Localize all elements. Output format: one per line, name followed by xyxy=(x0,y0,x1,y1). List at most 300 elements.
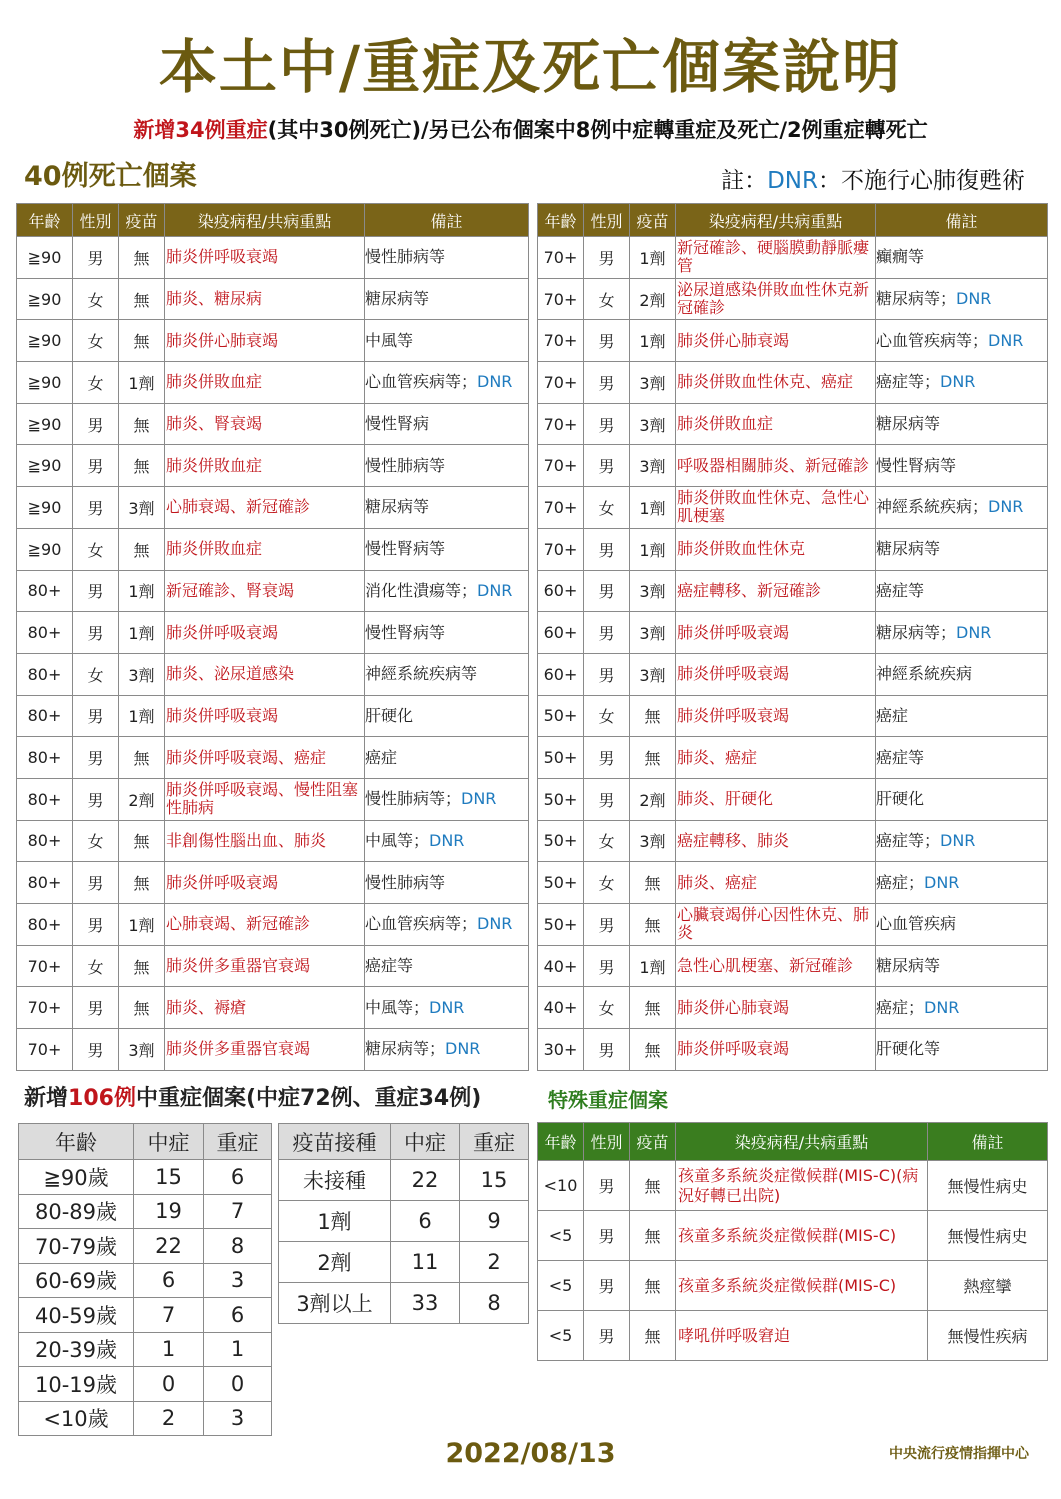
sex-cell: 男 xyxy=(584,1029,630,1071)
sex-cell: 男 xyxy=(584,445,630,487)
age-cell: 80+ xyxy=(17,904,73,946)
vaccine-cell: 1劑 xyxy=(630,528,676,570)
age-cell: 80+ xyxy=(17,820,73,862)
remark-text: 心血管疾病 xyxy=(876,914,957,934)
sex-cell: 男 xyxy=(73,403,119,445)
remark-text: 慢性腎病等 xyxy=(876,455,957,475)
sex-cell: 女 xyxy=(584,987,630,1029)
sex-cell: 男 xyxy=(584,904,630,946)
age-cell: ≧90 xyxy=(17,320,73,362)
stat-row xyxy=(19,1263,272,1298)
header-course: 染疫病程/共病重點 xyxy=(676,1123,928,1161)
sex-cell: 男 xyxy=(584,945,630,987)
sex-cell: 男 xyxy=(584,570,630,612)
course-cell: 肺炎併呼吸衰竭 xyxy=(165,237,365,279)
header-vaccine: 疫苗 xyxy=(119,204,165,237)
age-cell: 70+ xyxy=(538,487,584,529)
sex-cell: 男 xyxy=(584,737,630,779)
moderate-count: 6 xyxy=(134,1263,204,1298)
remark-text: 癌症等 xyxy=(876,580,925,600)
dnr-tag: DNR xyxy=(477,580,513,600)
vaccine-cell: 2劑 xyxy=(630,278,676,320)
vaccine-cell: 1劑 xyxy=(119,612,165,654)
dnr-tag: DNR xyxy=(940,372,976,392)
remark-cell xyxy=(365,320,529,362)
sex-cell: 女 xyxy=(73,945,119,987)
death-case-row xyxy=(17,820,529,862)
sex-cell: 女 xyxy=(584,487,630,529)
age-cell: 70+ xyxy=(538,362,584,404)
age-cell: 50+ xyxy=(538,820,584,862)
remark-text: 糖尿病等 xyxy=(365,289,430,309)
header-sex: 性別 xyxy=(584,1123,630,1161)
remark-cell xyxy=(365,403,529,445)
vaccine-cell: 2劑 xyxy=(630,778,676,820)
dnr-tag: DNR xyxy=(477,914,513,934)
vaccine-cell: 無 xyxy=(630,695,676,737)
remark-text: 肝硬化 xyxy=(365,705,414,725)
sex-cell: 男 xyxy=(73,445,119,487)
death-case-row xyxy=(538,778,1048,820)
remark-text: 中風等； xyxy=(365,830,430,850)
course-cell: 肺炎併呼吸衰竭、癌症 xyxy=(165,737,365,779)
remark-cell xyxy=(365,237,529,279)
header-remark: 備註 xyxy=(365,204,529,237)
death-case-row xyxy=(17,945,529,987)
remark-cell xyxy=(365,362,529,404)
course-cell: 癌症轉移、肺炎 xyxy=(676,820,876,862)
remark-cell xyxy=(876,820,1048,862)
vaccine-cell: 1劑 xyxy=(119,570,165,612)
remark-cell xyxy=(365,862,529,904)
remark-text: 中風等 xyxy=(365,330,414,350)
age-cell: 80+ xyxy=(17,862,73,904)
course-cell: 肺炎併心肺衰竭 xyxy=(676,987,876,1029)
vaccine-cell: 3劑 xyxy=(630,403,676,445)
course-cell: 肺炎併呼吸衰竭 xyxy=(165,862,365,904)
age-cell: 80+ xyxy=(17,778,73,820)
stat-row xyxy=(19,1229,272,1264)
remark-cell xyxy=(876,570,1048,612)
severe-count: 2 xyxy=(460,1242,529,1283)
age-cell: ≧90 xyxy=(17,487,73,529)
stat-label: 1劑 xyxy=(279,1201,391,1242)
course-cell: 肺炎併呼吸衰竭 xyxy=(165,695,365,737)
course-cell: 肺炎、癌症 xyxy=(676,862,876,904)
age-cell: 70+ xyxy=(538,403,584,445)
death-case-row xyxy=(17,695,529,737)
death-section-heading: 40例死亡個案 xyxy=(24,161,197,192)
death-case-row xyxy=(538,987,1048,1029)
remark-cell xyxy=(876,653,1048,695)
vaccine-cell: 無 xyxy=(630,987,676,1029)
age-cell: 70+ xyxy=(538,237,584,279)
age-stat-table xyxy=(18,1123,272,1436)
remark-cell xyxy=(365,445,529,487)
dnr-tag: DNR xyxy=(956,622,992,642)
severe-count: 8 xyxy=(460,1283,529,1324)
vaccine-cell: 3劑 xyxy=(119,487,165,529)
remark-text: 心血管疾病等； xyxy=(365,372,478,392)
remark-text: 糖尿病等 xyxy=(876,414,941,434)
stat-label: ≧90歲 xyxy=(19,1160,134,1195)
dnr-tag: DNR xyxy=(988,330,1024,350)
sex-cell: 女 xyxy=(73,362,119,404)
special-case-row xyxy=(538,1211,1048,1261)
remark-cell xyxy=(365,278,529,320)
vaccine-table-header xyxy=(279,1124,529,1160)
header-remark: 備註 xyxy=(876,204,1048,237)
stat-label: 未接種 xyxy=(279,1160,391,1201)
course-cell: 孩童多系統炎症徵候群(MIS-C)(病況好轉已出院) xyxy=(676,1161,928,1211)
report-date: 2022/08/13 xyxy=(445,1438,616,1469)
header-remark: 備註 xyxy=(928,1123,1048,1161)
death-case-row xyxy=(17,904,529,946)
remark-text: 癌症； xyxy=(876,872,925,892)
special-case-row xyxy=(538,1311,1048,1361)
sex-cell: 男 xyxy=(73,612,119,654)
remark-text: 慢性肺病等 xyxy=(365,872,446,892)
sex-cell: 男 xyxy=(73,862,119,904)
special-case-row xyxy=(538,1161,1048,1211)
remark-text: 慢性腎病等 xyxy=(365,539,446,559)
death-case-row xyxy=(538,862,1048,904)
age-cell: 80+ xyxy=(17,653,73,695)
death-case-row xyxy=(17,528,529,570)
age-cell: 70+ xyxy=(538,445,584,487)
sex-cell: 男 xyxy=(73,1029,119,1071)
course-cell: 肺炎併多重器官衰竭 xyxy=(165,945,365,987)
remark-cell: 熱痙攣 xyxy=(928,1261,1048,1311)
vaccine-cell: 1劑 xyxy=(119,695,165,737)
special-table-header xyxy=(538,1123,1048,1161)
remark-text: 糖尿病等 xyxy=(876,539,941,559)
vaccine-cell: 1劑 xyxy=(119,904,165,946)
dnr-tag: DNR xyxy=(924,997,960,1017)
remark-cell xyxy=(876,403,1048,445)
header-age: 年齡 xyxy=(17,204,73,237)
age-cell: 80+ xyxy=(17,570,73,612)
remark-text: 糖尿病等； xyxy=(876,622,957,642)
dnr-note xyxy=(721,164,1025,198)
moderate-count: 33 xyxy=(391,1283,460,1324)
moderate-count: 19 xyxy=(134,1194,204,1229)
header-severe: 重症 xyxy=(460,1124,529,1160)
header-age: 年齡 xyxy=(538,204,584,237)
sex-cell: 男 xyxy=(73,737,119,779)
sex-cell: 男 xyxy=(584,237,630,279)
death-case-row xyxy=(538,820,1048,862)
vaccine-cell: 2劑 xyxy=(119,778,165,820)
sec2-suffix: 中重症個案(中症72例、重症34例) xyxy=(135,1086,482,1111)
death-case-row xyxy=(17,320,529,362)
sex-cell: 女 xyxy=(584,820,630,862)
death-case-row xyxy=(538,653,1048,695)
remark-cell xyxy=(876,778,1048,820)
death-case-row xyxy=(538,445,1048,487)
remark-text: 癌症 xyxy=(876,705,909,725)
course-cell: 泌尿道感染併敗血性休克新冠確診 xyxy=(676,278,876,320)
remark-cell xyxy=(365,612,529,654)
special-cases-heading: 特殊重症個案 xyxy=(548,1088,668,1112)
age-cell: ≧90 xyxy=(17,237,73,279)
note-suffix: ：不施行心肺復甦術 xyxy=(818,168,1025,194)
sex-cell: 男 xyxy=(73,237,119,279)
sex-cell: 男 xyxy=(584,403,630,445)
course-cell: 肺炎、腎衰竭 xyxy=(165,403,365,445)
age-cell: 80+ xyxy=(17,612,73,654)
course-cell: 呼吸器相關肺炎、新冠確診 xyxy=(676,445,876,487)
course-cell: 肺炎併呼吸衰竭 xyxy=(676,653,876,695)
death-case-row xyxy=(17,737,529,779)
sex-cell: 男 xyxy=(73,904,119,946)
stat-label: 20-39歲 xyxy=(19,1332,134,1367)
course-cell: 心肺衰竭、新冠確診 xyxy=(165,904,365,946)
age-cell: ≧90 xyxy=(17,403,73,445)
death-case-row xyxy=(538,278,1048,320)
death-case-row xyxy=(538,528,1048,570)
remark-cell xyxy=(876,1029,1048,1071)
sec2-prefix: 新增 xyxy=(24,1086,69,1111)
page-title: 本土中/重症及死亡個案說明 xyxy=(158,33,903,101)
moderate-count: 1 xyxy=(134,1332,204,1367)
course-cell: 肺炎、糖尿病 xyxy=(165,278,365,320)
vaccine-cell: 無 xyxy=(119,987,165,1029)
death-case-row xyxy=(17,987,529,1029)
remark-cell xyxy=(365,487,529,529)
remark-text: 慢性腎病等 xyxy=(365,622,446,642)
sex-cell: 女 xyxy=(73,320,119,362)
sex-cell: 男 xyxy=(584,778,630,820)
age-cell: ≧90 xyxy=(17,528,73,570)
note-prefix: 註： xyxy=(721,168,768,194)
severe-count: 6 xyxy=(204,1160,272,1195)
remark-cell: 無慢性疾病 xyxy=(928,1311,1048,1361)
vaccine-cell: 無 xyxy=(119,945,165,987)
remark-text: 糖尿病等 xyxy=(876,956,941,976)
severe-count: 8 xyxy=(204,1229,272,1264)
sex-cell: 男 xyxy=(584,1211,630,1261)
remark-cell xyxy=(365,1029,529,1071)
stat-row xyxy=(19,1401,272,1436)
course-cell: 新冠確診、硬腦膜動靜脈瘻管 xyxy=(676,237,876,279)
remark-text: 癲癇等 xyxy=(876,247,925,267)
moderate-count: 15 xyxy=(134,1160,204,1195)
sex-cell: 男 xyxy=(584,653,630,695)
stat-label: <10歲 xyxy=(19,1401,134,1436)
vaccine-cell: 3劑 xyxy=(630,362,676,404)
course-cell: 肺炎、癌症 xyxy=(676,737,876,779)
header-vaccination: 疫苗接種 xyxy=(279,1124,391,1160)
death-case-row xyxy=(17,1029,529,1071)
death-case-row xyxy=(538,737,1048,779)
death-table-header xyxy=(17,204,529,237)
remark-cell xyxy=(876,737,1048,779)
remark-text: 癌症等； xyxy=(876,830,941,850)
stat-row xyxy=(19,1194,272,1229)
header-course: 染疫病程/共病重點 xyxy=(165,204,365,237)
remark-cell xyxy=(365,528,529,570)
course-cell: 肺炎併呼吸衰竭 xyxy=(676,1029,876,1071)
subtitle-highlight: 新增34例重症 xyxy=(133,118,268,142)
sex-cell: 男 xyxy=(584,1261,630,1311)
vaccine-cell: 無 xyxy=(630,1311,676,1361)
stat-label: 60-69歲 xyxy=(19,1263,134,1298)
death-table-header xyxy=(538,204,1048,237)
vaccine-cell: 無 xyxy=(119,528,165,570)
age-cell: ≧90 xyxy=(17,445,73,487)
moderate-count: 11 xyxy=(391,1242,460,1283)
course-cell: 肺炎併多重器官衰竭 xyxy=(165,1029,365,1071)
stat-label: 2劑 xyxy=(279,1242,391,1283)
death-case-row xyxy=(538,403,1048,445)
header-vaccine: 疫苗 xyxy=(630,1123,676,1161)
remark-text: 肝硬化等 xyxy=(876,1039,941,1059)
death-case-row xyxy=(17,362,529,404)
vaccine-cell: 無 xyxy=(119,445,165,487)
age-cell: <10 xyxy=(538,1161,584,1211)
remark-cell: 無慢性病史 xyxy=(928,1211,1048,1261)
age-cell: 50+ xyxy=(538,695,584,737)
dnr-tag: DNR xyxy=(477,372,513,392)
subtitle-text: (其中30例死亡)/另已公布個案中8例中症轉重症及死亡/2例重症轉死亡 xyxy=(267,118,928,142)
age-cell: <5 xyxy=(538,1311,584,1361)
remark-text: 中風等； xyxy=(365,997,430,1017)
age-cell: 50+ xyxy=(538,904,584,946)
death-table-right xyxy=(537,203,1048,1071)
remark-cell xyxy=(876,320,1048,362)
age-cell: 50+ xyxy=(538,778,584,820)
death-case-row xyxy=(17,862,529,904)
age-cell: 80+ xyxy=(17,695,73,737)
remark-text: 神經系統疾病； xyxy=(876,497,989,517)
sex-cell: 男 xyxy=(584,1161,630,1211)
dnr-tag: DNR xyxy=(940,830,976,850)
stat-row xyxy=(279,1201,529,1242)
age-cell: <5 xyxy=(538,1211,584,1261)
header-age: 年齡 xyxy=(538,1123,584,1161)
stat-row xyxy=(279,1160,529,1201)
sex-cell: 男 xyxy=(73,778,119,820)
moderate-count: 22 xyxy=(134,1229,204,1264)
age-cell: 50+ xyxy=(538,737,584,779)
stat-row xyxy=(19,1332,272,1367)
header-age: 年齡 xyxy=(19,1124,134,1160)
header-sex: 性別 xyxy=(73,204,119,237)
special-cases-table xyxy=(537,1122,1048,1361)
death-table-left xyxy=(16,203,529,1071)
age-cell: 50+ xyxy=(538,862,584,904)
death-case-row xyxy=(538,570,1048,612)
sex-cell: 男 xyxy=(584,362,630,404)
remark-text: 心血管疾病等； xyxy=(876,330,989,350)
death-case-row xyxy=(17,570,529,612)
vaccine-cell: 無 xyxy=(119,403,165,445)
course-cell: 肺炎併呼吸衰竭 xyxy=(676,612,876,654)
course-cell: 心肺衰竭、新冠確診 xyxy=(165,487,365,529)
moderate-count: 22 xyxy=(391,1160,460,1201)
vaccine-cell: 無 xyxy=(119,320,165,362)
course-cell: 孩童多系統炎症徵候群(MIS-C) xyxy=(676,1211,928,1261)
death-case-row xyxy=(17,653,529,695)
dnr-tag: DNR xyxy=(956,289,992,309)
vaccine-cell: 3劑 xyxy=(630,570,676,612)
sex-cell: 男 xyxy=(584,320,630,362)
sex-cell: 男 xyxy=(584,1311,630,1361)
death-case-row xyxy=(538,362,1048,404)
remark-text: 心血管疾病等； xyxy=(365,914,478,934)
header-course: 染疫病程/共病重點 xyxy=(676,204,876,237)
vaccine-cell: 1劑 xyxy=(119,362,165,404)
age-cell: <5 xyxy=(538,1261,584,1311)
course-cell: 肺炎併敗血性休克、急性心肌梗塞 xyxy=(676,487,876,529)
sex-cell: 男 xyxy=(73,570,119,612)
age-cell: 70+ xyxy=(538,278,584,320)
severe-count: 3 xyxy=(204,1401,272,1436)
death-case-row xyxy=(538,612,1048,654)
header-sex: 性別 xyxy=(584,204,630,237)
remark-text: 糖尿病等； xyxy=(365,1039,446,1059)
course-cell: 肺炎併呼吸衰竭 xyxy=(165,612,365,654)
age-table-header xyxy=(19,1124,272,1160)
remark-cell xyxy=(365,737,529,779)
remark-cell xyxy=(876,237,1048,279)
age-cell: ≧90 xyxy=(17,362,73,404)
dnr-tag: DNR xyxy=(445,1039,481,1059)
moderate-count: 6 xyxy=(391,1201,460,1242)
age-cell: 70+ xyxy=(17,1029,73,1071)
remark-cell xyxy=(876,862,1048,904)
remark-cell xyxy=(365,820,529,862)
header-moderate: 中症 xyxy=(134,1124,204,1160)
age-cell: 60+ xyxy=(538,653,584,695)
remark-text: 神經系統疾病 xyxy=(876,664,973,684)
sex-cell: 男 xyxy=(73,695,119,737)
remark-cell xyxy=(365,987,529,1029)
death-case-row xyxy=(538,945,1048,987)
dnr-tag: DNR xyxy=(461,789,497,809)
death-case-row xyxy=(538,320,1048,362)
course-cell: 肺炎併呼吸衰竭、慢性阻塞性肺病 xyxy=(165,778,365,820)
remark-cell xyxy=(876,904,1048,946)
stat-row xyxy=(279,1242,529,1283)
course-cell: 肺炎、肝硬化 xyxy=(676,778,876,820)
severe-count: 7 xyxy=(204,1194,272,1229)
remark-cell: 無慢性病史 xyxy=(928,1161,1048,1211)
age-cell: 70+ xyxy=(538,528,584,570)
moderate-severe-heading xyxy=(24,1083,481,1115)
vaccine-cell: 3劑 xyxy=(119,1029,165,1071)
vaccine-cell: 3劑 xyxy=(119,653,165,695)
dnr-tag: DNR xyxy=(429,997,465,1017)
stat-row xyxy=(19,1298,272,1333)
remark-cell xyxy=(876,612,1048,654)
death-case-row xyxy=(538,1029,1048,1071)
course-cell: 肺炎併敗血症 xyxy=(165,445,365,487)
stat-row xyxy=(19,1367,272,1402)
remark-cell xyxy=(876,695,1048,737)
remark-text: 慢性肺病等 xyxy=(365,247,446,267)
severe-count: 15 xyxy=(460,1160,529,1201)
dnr-tag: DNR xyxy=(429,830,465,850)
age-cell: 40+ xyxy=(538,945,584,987)
sex-cell: 女 xyxy=(584,278,630,320)
stat-label: 80-89歲 xyxy=(19,1194,134,1229)
vaccine-cell: 無 xyxy=(119,237,165,279)
death-case-row xyxy=(538,695,1048,737)
vaccine-cell: 1劑 xyxy=(630,237,676,279)
death-case-row xyxy=(538,487,1048,529)
